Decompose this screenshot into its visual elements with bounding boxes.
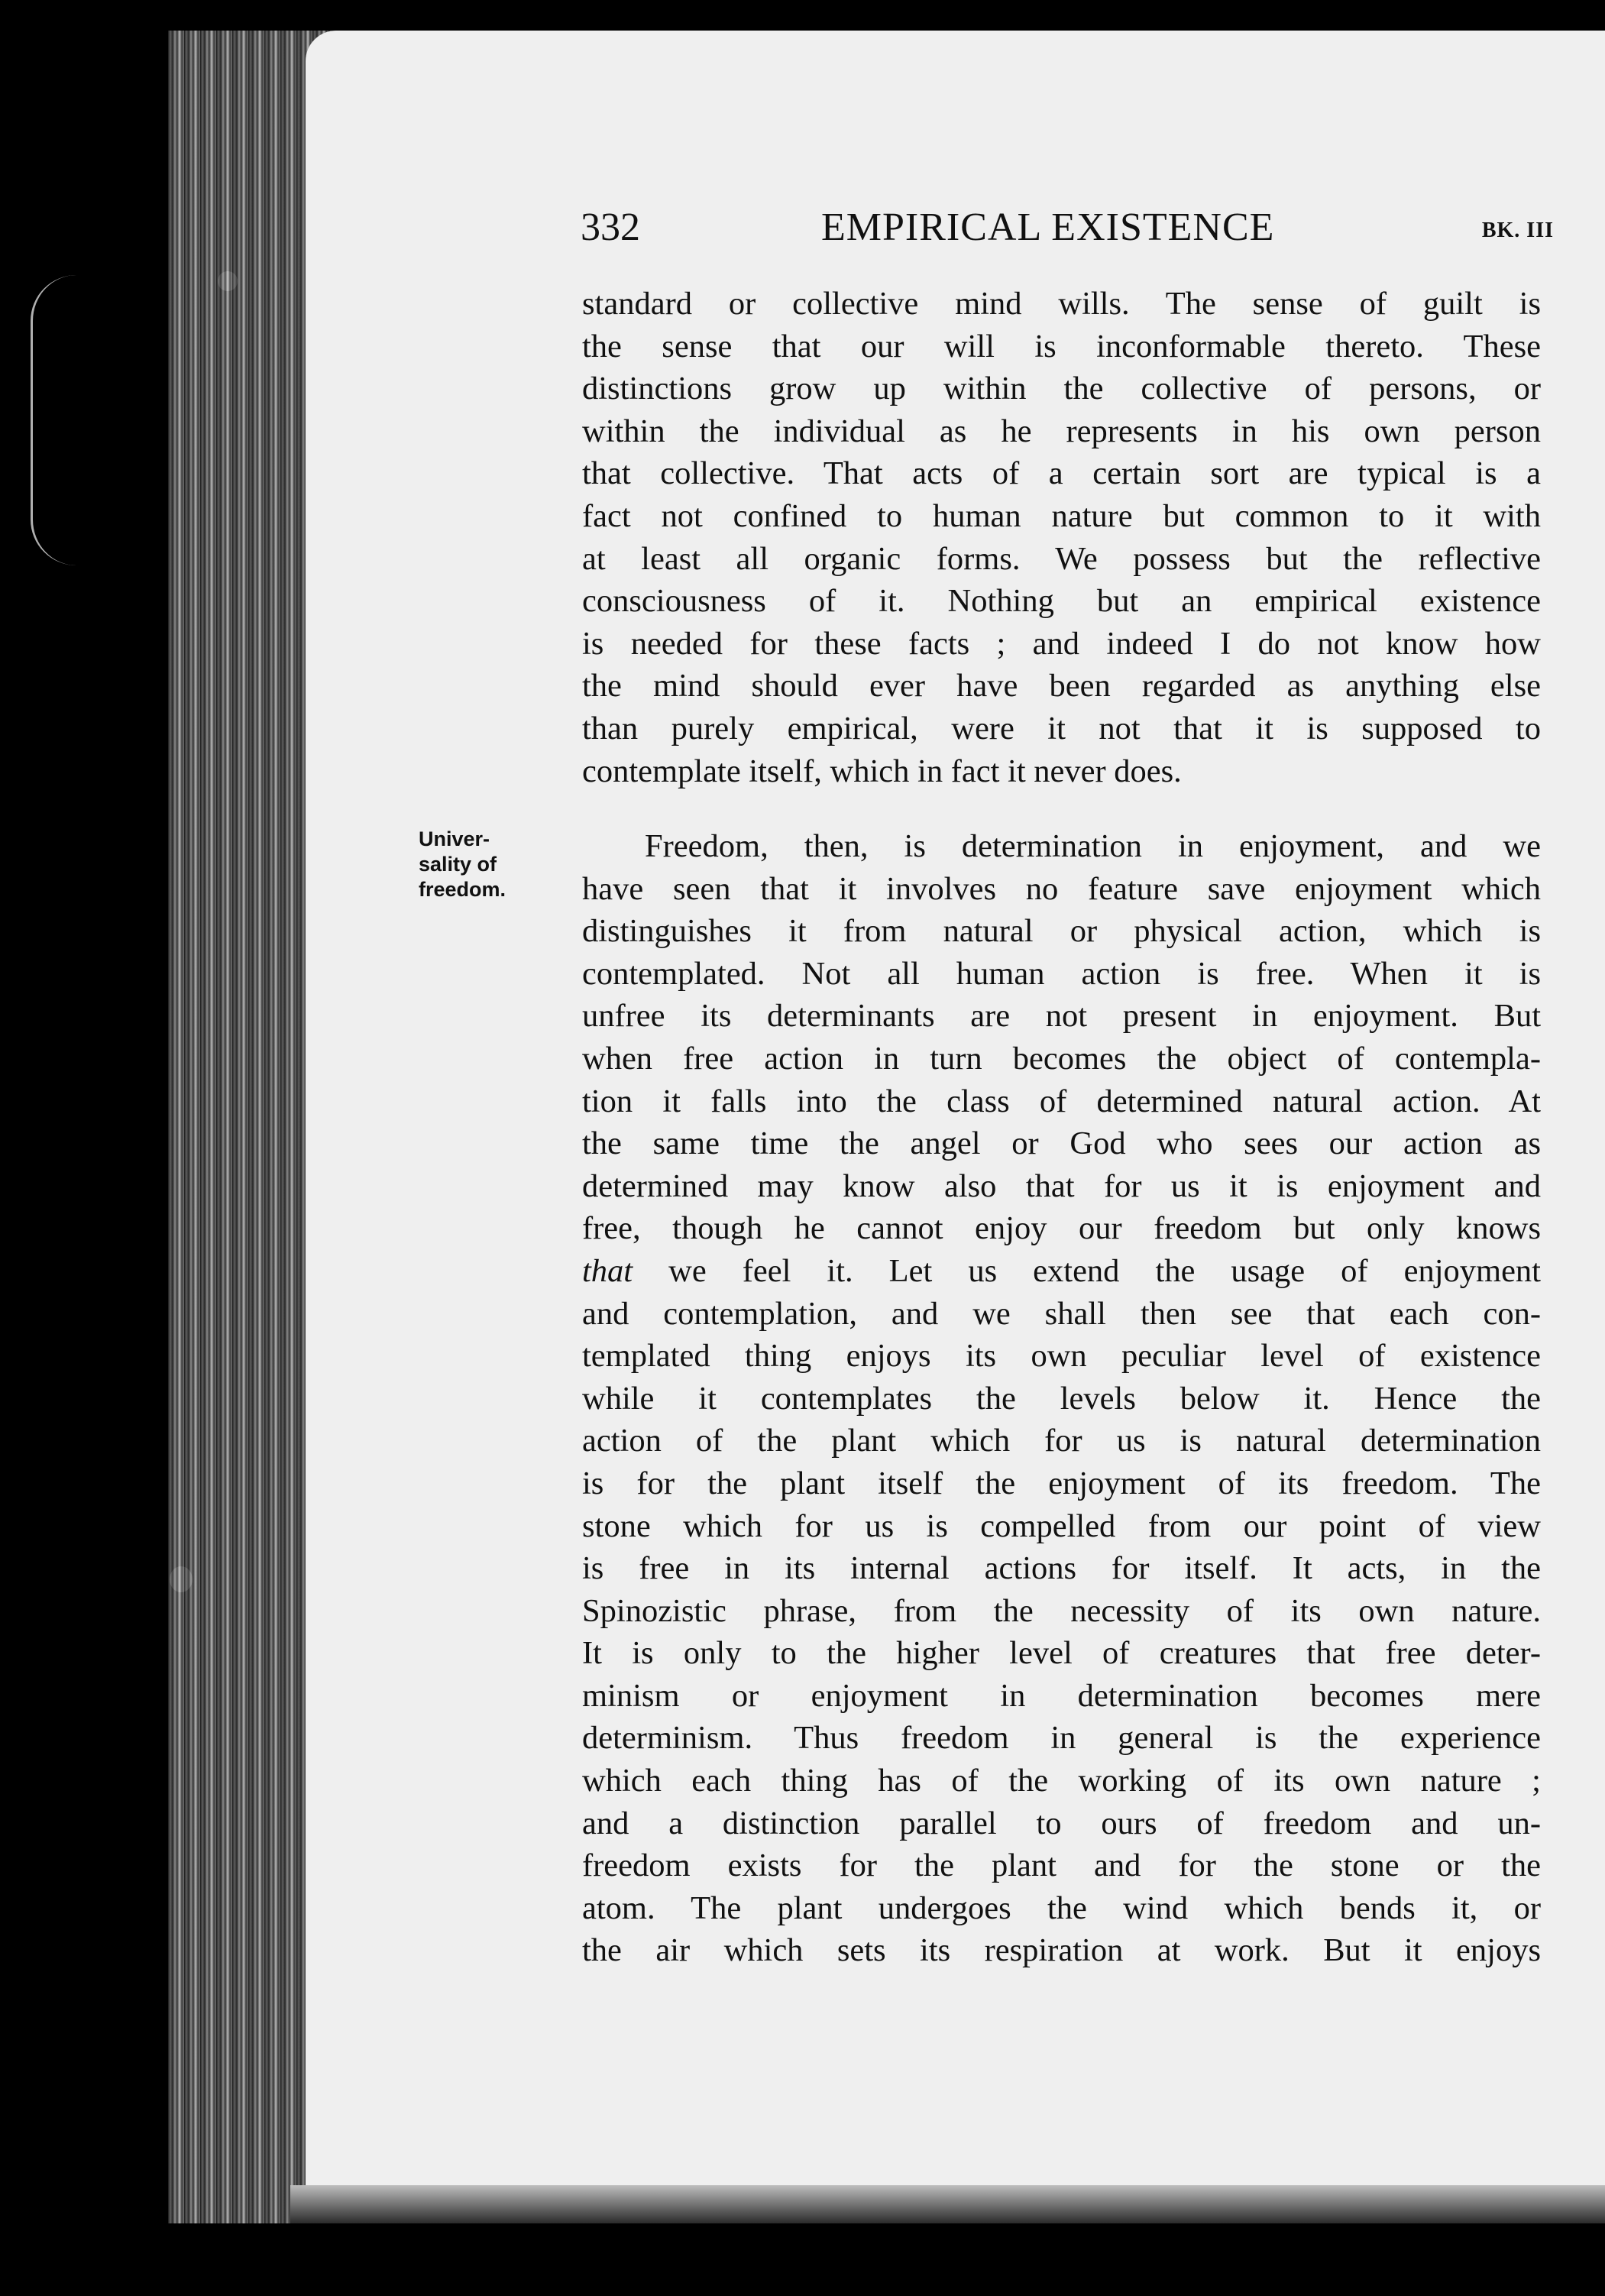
text-line: the air which sets its respiration at work. But it enjoys bbox=[582, 1932, 1541, 1969]
page-number: 332 bbox=[581, 206, 640, 249]
text-line: unfree its determinants are not present in enjoyment. But bbox=[582, 998, 1541, 1035]
text-line: contemplate itself, which in fact it never does. bbox=[582, 753, 1182, 789]
text-line: which each thing has of the working of its own nature ; bbox=[582, 1763, 1541, 1799]
text-line: the same time the angel or God who sees our action as bbox=[582, 1125, 1541, 1162]
text-line: stone which for us is compelled from our point of view bbox=[582, 1507, 1541, 1544]
text-line: free, though he cannot enjoy our freedom but only knows bbox=[582, 1210, 1541, 1247]
page-bottom-shadow bbox=[290, 2185, 1605, 2223]
text-line: is needed for these facts ; and indeed I do not know how bbox=[582, 625, 1541, 662]
text-line: Freedom, then, is determination in enjoyment, and we bbox=[645, 828, 1541, 864]
margin-note-line: Univer- bbox=[419, 827, 490, 850]
text-line: It is only to the higher level of creatures that free deter- bbox=[582, 1635, 1541, 1672]
running-title: EMPIRICAL EXISTENCE bbox=[821, 206, 1275, 249]
text-line: and contemplation, and we shall then see that each con- bbox=[582, 1295, 1541, 1332]
paragraph-2 bbox=[582, 825, 1541, 1972]
text-line: distinguishes it from natural or physical action, which is bbox=[582, 913, 1541, 950]
text-line: determined may know also that for us it is enjoyment and bbox=[582, 1167, 1541, 1204]
text-line: atom. The plant undergoes the wind which bends it, or bbox=[582, 1890, 1541, 1926]
text-line: distinctions grow up within the collective of persons, or bbox=[582, 371, 1541, 407]
text-line: when free action in turn becomes the object of contempla- bbox=[582, 1040, 1541, 1077]
text-line: fact not confined to human nature but common to it with bbox=[582, 497, 1541, 534]
text-line: the mind should ever have been regarded as anything else bbox=[582, 668, 1541, 704]
text-line: action of the plant which for us is natural determination bbox=[582, 1423, 1541, 1459]
text-line: is for the plant itself the enjoyment of its freedom. The bbox=[582, 1465, 1541, 1501]
text-line: within the individual as he represents in his own person bbox=[582, 413, 1541, 449]
text-line: tion it falls into the class of determined natural action. At bbox=[582, 1083, 1541, 1119]
text-line: contemplated. Not all human action is free. When it is bbox=[582, 955, 1541, 992]
text-line: the sense that our will is inconformable thereto. These bbox=[582, 328, 1541, 364]
text-line: freedom exists for the plant and for the stone or the bbox=[582, 1847, 1541, 1884]
text-line: that collective. That acts of a certain sort are typical is a bbox=[582, 455, 1541, 492]
text-line: Spinozistic phrase, from the necessity of its own nature. bbox=[582, 1592, 1541, 1629]
paragraph-1 bbox=[582, 283, 1541, 792]
text-line: standard or collective mind wills. The sense of guilt is bbox=[582, 286, 1541, 322]
text-line: that we feel it. Let us extend the usage of enjoyment bbox=[582, 1252, 1541, 1289]
text-line: than purely empirical, were it not that it is supposed to bbox=[582, 710, 1541, 746]
scan-artifact bbox=[31, 275, 125, 565]
text-line: templated thing enjoys its own peculiar level of existence bbox=[582, 1338, 1541, 1375]
book-reference: BK. III bbox=[1481, 219, 1554, 242]
text-line: minism or enjoyment in determination becomes mere bbox=[582, 1677, 1541, 1714]
text-line: determinism. Thus freedom in general is the experience bbox=[582, 1720, 1541, 1757]
text-line: is free in its internal actions for itself. It acts, in the bbox=[582, 1550, 1541, 1587]
text-line: at least all organic forms. We possess but the reflective bbox=[582, 540, 1541, 577]
margin-note bbox=[419, 827, 533, 902]
margin-note-line: sality of bbox=[419, 853, 497, 876]
text-line: have seen that it involves no feature save enjoyment which bbox=[582, 870, 1541, 907]
running-header bbox=[581, 205, 1558, 266]
text-line: and a distinction parallel to ours of freedom and un- bbox=[582, 1805, 1541, 1841]
text-line: while it contemplates the levels below it. Hence the bbox=[582, 1380, 1541, 1417]
text-line: consciousness of it. Nothing but an empirical existence bbox=[582, 583, 1541, 620]
margin-note-line: freedom. bbox=[419, 878, 506, 901]
